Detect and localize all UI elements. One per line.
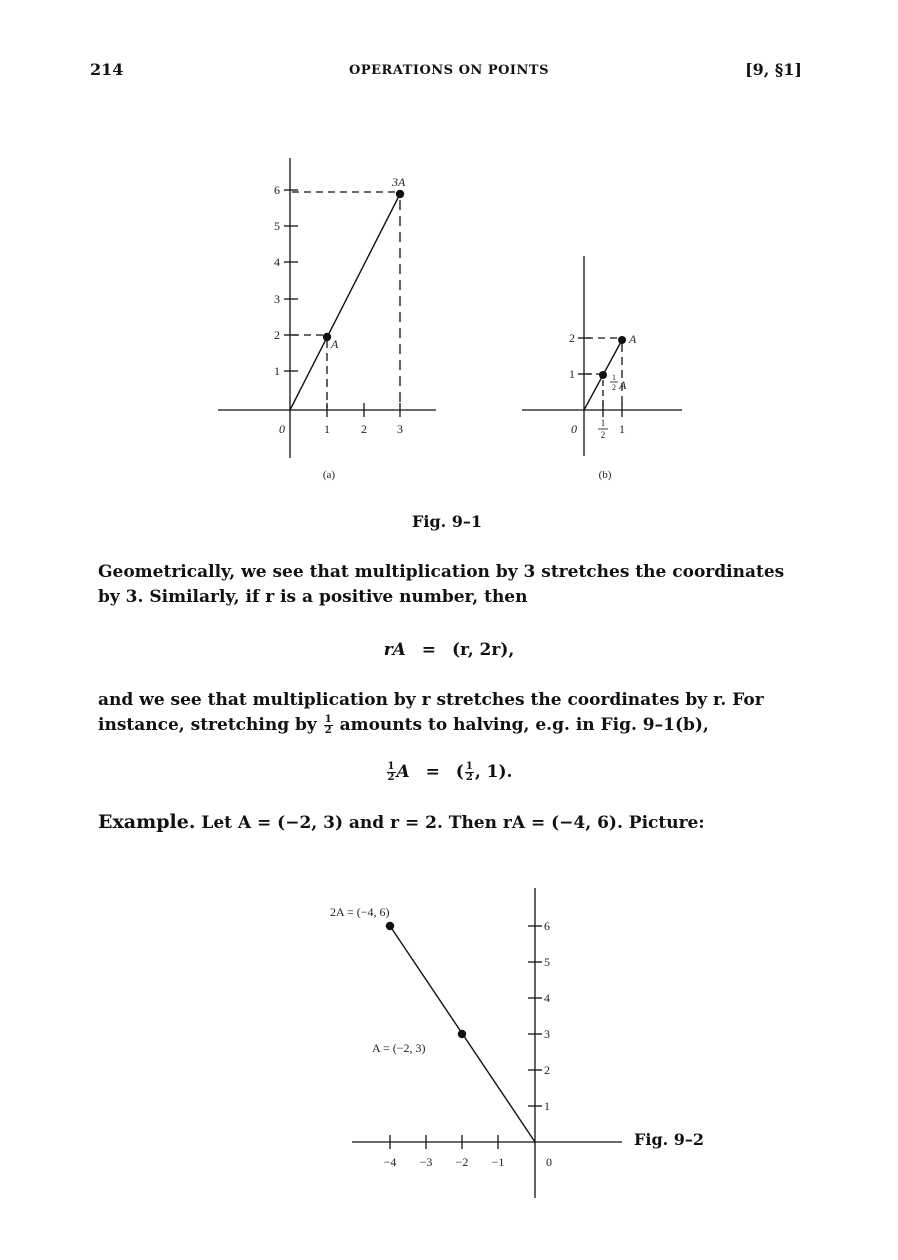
- fig-b-ytick-2: 2: [569, 331, 575, 345]
- fig-b-xtick-half-den: 2: [600, 430, 606, 440]
- fig-b-ray: [584, 340, 622, 410]
- fig-a-ytick-2: 2: [274, 328, 280, 342]
- equation-1: rA = (r, 2r),: [383, 640, 515, 660]
- example-line: Example. Let A = (−2, 3) and r = 2. Then rA = (−4, 6). Picture:: [98, 811, 705, 833]
- fig-a-label-3a: 3A: [392, 175, 406, 189]
- fig-b-point-a: [618, 336, 626, 344]
- fig-b-xtick-1: 1: [619, 422, 625, 436]
- fig-a-sublabel: (a): [322, 469, 336, 481]
- fig-b-half-a-den: 2: [612, 383, 616, 392]
- running-title: OPERATIONS ON POINTS: [349, 63, 549, 78]
- fig2-ytick-1: 1: [544, 1099, 550, 1113]
- fig-a-xtick-3: 3: [397, 422, 403, 436]
- fig2-point-2a: [386, 922, 394, 930]
- fig-9-2-caption: Fig. 9–2: [634, 1130, 705, 1149]
- example-label: Example.: [98, 811, 196, 833]
- fig-b-ytick-1: 1: [569, 367, 575, 381]
- fig2-ray: [390, 926, 535, 1142]
- fig-b-half-a-num: 1: [612, 373, 616, 382]
- fig-a-xtick-2: 2: [361, 422, 367, 436]
- fig-b-half-a-letter: A: [619, 378, 627, 392]
- page-number: 214: [90, 60, 124, 79]
- fig-a-ytick-4: 4: [274, 255, 280, 269]
- fig2-ytick-6: 6: [544, 919, 550, 933]
- fig-b-point-half-a: [599, 371, 607, 379]
- fig-b-xtick-half-num: 1: [600, 418, 606, 428]
- fig-a-ytick-5: 5: [274, 219, 280, 233]
- fig-a-origin: 0: [279, 422, 285, 436]
- fig2-ytick-3: 3: [544, 1027, 550, 1041]
- equation-2: $\frac{1}{2}$ A = ( $\frac{1}{2}$ , 1).: [387, 761, 513, 783]
- fig-a-point-a: [323, 333, 331, 341]
- fig-a-xtick-1: 1: [324, 422, 330, 436]
- fig-b-origin: 0: [571, 422, 577, 436]
- fig-a-ytick-6: 6: [274, 183, 280, 197]
- section-reference: [9, §1]: [745, 60, 802, 79]
- fig2-xtick-neg2: −2: [455, 1155, 469, 1169]
- paragraph-2: and we see that multiplication by r stretches the coordinates by r. For instance, stretching by $\frac{1}{2}$ amounts to halving, e.g. in Fig. 9–1(b),: [98, 690, 764, 736]
- fig-b-label-a: A: [629, 332, 637, 346]
- fig2-origin: 0: [546, 1155, 552, 1169]
- fig-a-label-a: A: [331, 337, 339, 351]
- fig-b-sublabel: (b): [598, 469, 612, 481]
- fig2-label-a: A = (−2, 3): [372, 1041, 426, 1055]
- fig-9-1-caption: Fig. 9–1: [412, 512, 483, 531]
- fig-a-ytick-1: 1: [274, 364, 280, 378]
- fig-a-ray: [290, 194, 400, 410]
- fig-a-point-3a: [396, 190, 404, 198]
- fig2-point-a: [458, 1030, 466, 1038]
- fig2-ytick-5: 5: [544, 955, 550, 969]
- fig2-xtick-neg1: −1: [491, 1155, 505, 1169]
- fig2-ytick-4: 4: [544, 991, 550, 1005]
- fig2-xtick-neg4: −4: [383, 1155, 397, 1169]
- fig2-xtick-neg3: −3: [419, 1155, 433, 1169]
- fig2-ytick-2: 2: [544, 1063, 550, 1077]
- fig-a-ytick-3: 3: [274, 292, 280, 306]
- frac-one-half: $\frac{1}{2}$: [324, 714, 332, 736]
- paragraph-1: Geometrically, we see that multiplication by 3 stretches the coordinates by 3. Similarly, if r is a positive number, then: [98, 562, 785, 607]
- fig2-label-2a: 2A = (−4, 6): [330, 905, 390, 919]
